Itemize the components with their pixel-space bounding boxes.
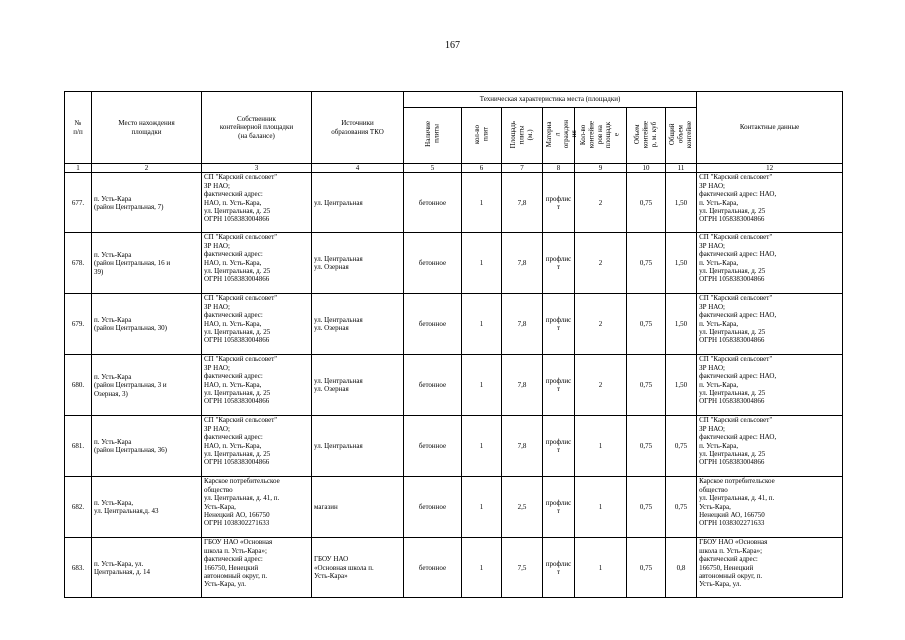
row-fence: профлис т	[543, 416, 575, 477]
row-num: 677.	[65, 173, 92, 233]
row-num: 678.	[65, 233, 92, 294]
row-num: 680.	[65, 355, 92, 416]
row-sources: ул. Центральная ул. Озерная	[312, 294, 404, 355]
container-site-registry-table	[64, 91, 843, 598]
column-number: 10	[627, 164, 666, 173]
header-tech-area	[502, 108, 543, 164]
row-location: п. Усть-Кара (район Центральная, 16 и 39)	[92, 233, 202, 294]
row-plates: 1	[462, 416, 502, 477]
row-location: п. Усть-Кара (район Центральная, 36)	[92, 416, 202, 477]
row-location: п. Усть-Кара (район Центральная, 7)	[92, 173, 202, 233]
row-plate: бетонное	[404, 477, 462, 538]
row-plates: 1	[462, 294, 502, 355]
row-containers: 2	[575, 233, 627, 294]
header-tech-containers	[575, 108, 627, 164]
column-number-row	[65, 164, 843, 173]
row-total: 0,75	[666, 416, 697, 477]
row-area: 7,8	[502, 294, 543, 355]
column-number: 3	[202, 164, 312, 173]
row-sources: ул. Центральная	[312, 173, 404, 233]
row-contacts: СП "Карский сельсовет" ЗР НАО; фактический адрес: НАО, п. Усть-Кара, ул. Центральная, д. 25 ОГРН 1058383004866	[697, 294, 843, 355]
row-sources: ул. Центральная	[312, 416, 404, 477]
header-tech-plates-label: кол-во плит	[473, 124, 490, 144]
row-fence: профлис т	[543, 173, 575, 233]
table-row	[65, 294, 843, 355]
row-location: п. Усть-Кара, ул. Центральная,д. 43	[92, 477, 202, 538]
row-total: 1,50	[666, 173, 697, 233]
header-location: Место нахождения площадки	[92, 92, 202, 164]
column-number: 12	[697, 164, 843, 173]
row-contacts: Карское потребительское общество ул. Центральная, д. 41, п. Усть-Кара, Ненецкий АО, 166750 ОГРН 1038302271633	[697, 477, 843, 538]
header-tech-volume	[627, 108, 666, 164]
row-contacts: ГБОУ НАО «Основная школа п. Усть-Кара»; фактический адрес: 166750, Ненецкий автономный округ, п. Усть-Кара, ул.	[697, 538, 843, 598]
table-row	[65, 233, 843, 294]
row-plate: бетонное	[404, 538, 462, 598]
row-volume: 0,75	[627, 538, 666, 598]
row-containers: 2	[575, 294, 627, 355]
row-total: 1,50	[666, 233, 697, 294]
column-number: 11	[666, 164, 697, 173]
row-plates: 1	[462, 538, 502, 598]
row-contacts: СП "Карский сельсовет" ЗР НАО; фактический адрес: НАО, п. Усть-Кара, ул. Центральная, д. 25 ОГРН 1058383004866	[697, 355, 843, 416]
row-owner: СП "Карский сельсовет" ЗР НАО; фактический адрес: НАО, п. Усть-Кара, ул. Центральная, д. 25 ОГРН 1058383004866	[202, 416, 312, 477]
row-plate: бетонное	[404, 173, 462, 233]
table-row	[65, 355, 843, 416]
row-area: 7,8	[502, 416, 543, 477]
row-total: 0,75	[666, 477, 697, 538]
table-row	[65, 538, 843, 598]
column-number: 9	[575, 164, 627, 173]
row-volume: 0,75	[627, 355, 666, 416]
header-tech-plate-label: Наличие плиты	[424, 121, 441, 148]
row-area: 7,8	[502, 173, 543, 233]
column-number: 2	[92, 164, 202, 173]
row-volume: 0,75	[627, 173, 666, 233]
row-area: 7,8	[502, 233, 543, 294]
table-row	[65, 416, 843, 477]
header-tech-total-label: Общий объем контейне	[668, 120, 694, 148]
row-area: 7,5	[502, 538, 543, 598]
row-volume: 0,75	[627, 294, 666, 355]
column-number: 8	[543, 164, 575, 173]
row-location: п. Усть-Кара (район Центральная, 30)	[92, 294, 202, 355]
row-owner: Карское потребительское общество ул. Центральная, д. 41, п. Усть-Кара, Ненецкий АО, 166750 ОГРН 1038302271633	[202, 477, 312, 538]
header-owner: Собственник контейнерной площадки (на балансе)	[202, 92, 312, 164]
row-sources: ГБОУ НАО «Основная школа п. Усть-Кара»	[312, 538, 404, 598]
page-number: 167	[445, 40, 460, 51]
column-number: 1	[65, 164, 92, 173]
row-num: 679.	[65, 294, 92, 355]
row-plate: бетонное	[404, 416, 462, 477]
header-tech-fence	[543, 108, 579, 164]
row-plates: 1	[462, 173, 502, 233]
row-contacts: СП "Карский сельсовет" ЗР НАО; фактический адрес: НАО, п. Усть-Кара, ул. Центральная, д. 25 ОГРН 1058383004866	[697, 233, 843, 294]
header-tech-group: Техническая характеристика места (площадки)	[404, 92, 697, 108]
row-owner: СП "Карский сельсовет" ЗР НАО; фактический адрес: НАО, п. Усть-Кара, ул. Центральная, д. 25 ОГРН 1058383004866	[202, 294, 312, 355]
row-owner: СП "Карский сельсовет" ЗР НАО; фактический адрес: НАО, п. Усть-Кара, ул. Центральная, д. 25 ОГРН 1058383004866	[202, 355, 312, 416]
row-location: п. Усть-Кара, ул. Центральная, д. 14	[92, 538, 202, 598]
row-containers: 1	[575, 538, 627, 598]
row-owner: СП "Карский сельсовет" ЗР НАО; фактический адрес: НАО, п. Усть-Кара, ул. Центральная, д. 25 ОГРН 1058383004866	[202, 233, 312, 294]
column-number: 6	[462, 164, 502, 173]
header-num: № п/п	[65, 92, 92, 164]
row-containers: 1	[575, 416, 627, 477]
row-total: 0,8	[666, 538, 697, 598]
row-fence: профлис т	[543, 355, 575, 416]
row-plates: 1	[462, 233, 502, 294]
row-owner: СП "Карский сельсовет" ЗР НАО; фактический адрес: НАО, п. Усть-Кара, ул. Центральная, д. 25 ОГРН 1058383004866	[202, 173, 312, 233]
row-total: 1,50	[666, 294, 697, 355]
column-number: 5	[404, 164, 462, 173]
row-num: 683.	[65, 538, 92, 598]
row-area: 7,8	[502, 355, 543, 416]
row-location: п. Усть-Кара (район Центральная, 3 и Озерная, 3)	[92, 355, 202, 416]
header-tech-fence-label: Материа л огражден ия	[545, 120, 579, 149]
column-number: 7	[502, 164, 543, 173]
row-sources: магазин	[312, 477, 404, 538]
row-sources: ул. Центральная ул. Озерная	[312, 233, 404, 294]
row-area: 2,5	[502, 477, 543, 538]
row-fence: профлис т	[543, 294, 575, 355]
row-total: 1,50	[666, 355, 697, 416]
row-contacts: СП "Карский сельсовет" ЗР НАО; фактический адрес: НАО, п. Усть-Кара, ул. Центральная, д. 25 ОГРН 1058383004866	[697, 416, 843, 477]
row-fence: профлис т	[543, 538, 575, 598]
row-num: 681.	[65, 416, 92, 477]
row-volume: 0,75	[627, 416, 666, 477]
row-plates: 1	[462, 477, 502, 538]
row-plate: бетонное	[404, 233, 462, 294]
row-plate: бетонное	[404, 294, 462, 355]
row-volume: 0,75	[627, 477, 666, 538]
header-tech-plate	[404, 108, 462, 164]
header-tech-area-label: Площадь плиты (м.)	[509, 120, 535, 148]
header-tech-plates	[462, 108, 502, 164]
row-containers: 2	[575, 173, 627, 233]
row-fence: профлис т	[543, 233, 575, 294]
row-fence: профлис т	[543, 477, 575, 538]
header-tech-volume-label: Объем контейне р, м. куб	[633, 120, 659, 148]
row-num: 682.	[65, 477, 92, 538]
column-number: 4	[312, 164, 404, 173]
header-contacts: Контактные данные	[697, 92, 843, 164]
row-contacts: СП "Карский сельсовет" ЗР НАО; фактический адрес: НАО, п. Усть-Кара, ул. Центральная, д. 25 ОГРН 1058383004866	[697, 173, 843, 233]
row-plate: бетонное	[404, 355, 462, 416]
header-tech-containers-label: Кол-во контейне ров на площадк е	[579, 120, 622, 148]
table-row	[65, 477, 843, 538]
row-containers: 1	[575, 477, 627, 538]
header-sources: Источники образования ТКО	[312, 92, 404, 164]
table-row	[65, 173, 843, 233]
header-tech-total	[666, 108, 697, 164]
row-owner: ГБОУ НАО «Основная школа п. Усть-Кара»; фактический адрес: 166750, Ненецкий автономный округ, п. Усть-Кара, ул.	[202, 538, 312, 598]
row-plates: 1	[462, 355, 502, 416]
row-volume: 0,75	[627, 233, 666, 294]
row-sources: ул. Центральная ул. Озерная	[312, 355, 404, 416]
row-containers: 2	[575, 355, 627, 416]
